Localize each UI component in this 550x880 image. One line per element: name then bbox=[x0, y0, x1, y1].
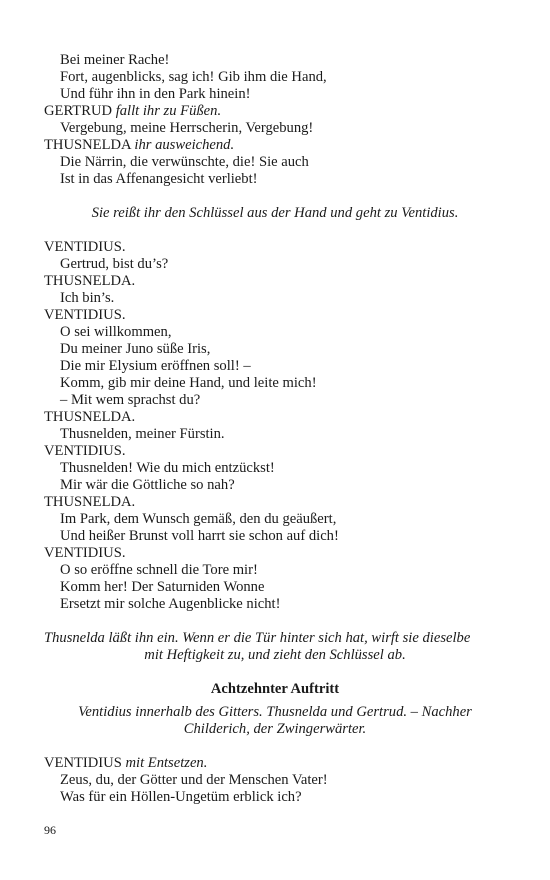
verse-line: Komm her! Der Saturniden Wonne bbox=[60, 579, 265, 595]
verse-line: Und führ ihn in den Park hinein! bbox=[60, 86, 251, 102]
speaker-name: THUSNELDA. bbox=[44, 494, 136, 510]
main-dialogue bbox=[44, 239, 506, 613]
stage-direction-line: Thusnelda läßt ihn ein. Wenn er die Tür hinter sich hat, wirft sie dieselbe bbox=[44, 630, 471, 646]
speaker-line bbox=[44, 443, 506, 460]
scene-heading: Achtzehnter Auftritt bbox=[210, 681, 340, 697]
verse-line: Thusnelden, meiner Fürstin. bbox=[60, 426, 225, 442]
scene-cast-line: Ventidius innerhalb des Gitters. Thusnelda und Gertrud. – Nachher bbox=[78, 704, 472, 720]
verse-line: Die Närrin, die verwünschte, die! Sie auch bbox=[60, 154, 309, 170]
verse-line: Thusnelden! Wie du mich entzückst! bbox=[60, 460, 275, 476]
speaker-name: VENTIDIUS. bbox=[44, 307, 126, 323]
verse-line: Was für ein Höllen-Ungetüm erblick ich? bbox=[60, 789, 302, 805]
stage-direction-line: mit Heftigkeit zu, und zieht den Schlüssel ab. bbox=[144, 647, 406, 663]
speaker-name: VENTIDIUS. bbox=[44, 239, 126, 255]
speaker-name: THUSNELDA. bbox=[44, 273, 136, 289]
speaker-name: THUSNELDA. bbox=[44, 409, 136, 425]
speaker-direction: ihr ausweichend. bbox=[134, 137, 235, 153]
speaker-name: VENTIDIUS bbox=[44, 755, 122, 771]
speaker-line bbox=[44, 494, 506, 511]
verse-line: Vergebung, meine Herrscherin, Vergebung! bbox=[60, 120, 314, 136]
verse-line: Fort, augenblicks, sag ich! Gib ihm die Hand, bbox=[60, 69, 327, 85]
verse-line: Komm, gib mir deine Hand, und leite mich! bbox=[60, 375, 317, 391]
verse-line: Im Park, dem Wunsch gemäß, den du geäußert, bbox=[60, 511, 337, 527]
top-dialogue bbox=[44, 52, 506, 188]
verse-line: O so eröffne schnell die Tore mir! bbox=[60, 562, 258, 578]
verse-line: Bei meiner Rache! bbox=[60, 52, 170, 68]
speaker-name: THUSNELDA bbox=[44, 137, 131, 153]
verse-line: Du meiner Juno süße Iris, bbox=[60, 341, 211, 357]
speaker-line bbox=[44, 137, 506, 154]
speaker-direction: mit Entsetzen. bbox=[125, 755, 208, 771]
verse-line: Ist in das Affenangesicht verliebt! bbox=[60, 171, 258, 187]
speaker-name: VENTIDIUS. bbox=[44, 545, 126, 561]
verse-line: – Mit wem sprachst du? bbox=[60, 392, 201, 408]
verse-line: Gertrud, bist du’s? bbox=[60, 256, 169, 272]
verse-line: Zeus, du, der Götter und der Menschen Vater! bbox=[60, 772, 328, 788]
speaker-line bbox=[44, 545, 506, 562]
speaker-direction: fallt ihr zu Füßen. bbox=[115, 103, 222, 119]
speaker-line bbox=[44, 307, 506, 324]
speaker-line bbox=[44, 409, 506, 426]
speaker-line bbox=[44, 755, 506, 772]
verse-line: Ersetzt mir solche Augenblicke nicht! bbox=[60, 596, 281, 612]
verse-line: Die mir Elysium eröffnen soll! – bbox=[60, 358, 251, 374]
page-number: 96 bbox=[44, 823, 56, 837]
speaker-name: VENTIDIUS. bbox=[44, 443, 126, 459]
page-body bbox=[44, 52, 506, 806]
verse-line: O sei willkommen, bbox=[60, 324, 172, 340]
speaker-name: GERTRUD bbox=[44, 103, 113, 119]
speaker-line bbox=[44, 103, 506, 120]
verse-line: Und heißer Brunst voll harrt sie schon auf dich! bbox=[60, 528, 339, 544]
stage-direction: Sie reißt ihr den Schlüssel aus der Hand und geht zu Ventidius. bbox=[91, 205, 459, 221]
speaker-line bbox=[44, 273, 506, 290]
speaker-line bbox=[44, 239, 506, 256]
verse-line: Mir wär die Göttliche so nah? bbox=[60, 477, 235, 493]
scene-cast-line: Childerich, der Zwingerwärter. bbox=[183, 721, 367, 737]
verse-line: Ich bin’s. bbox=[60, 290, 115, 306]
